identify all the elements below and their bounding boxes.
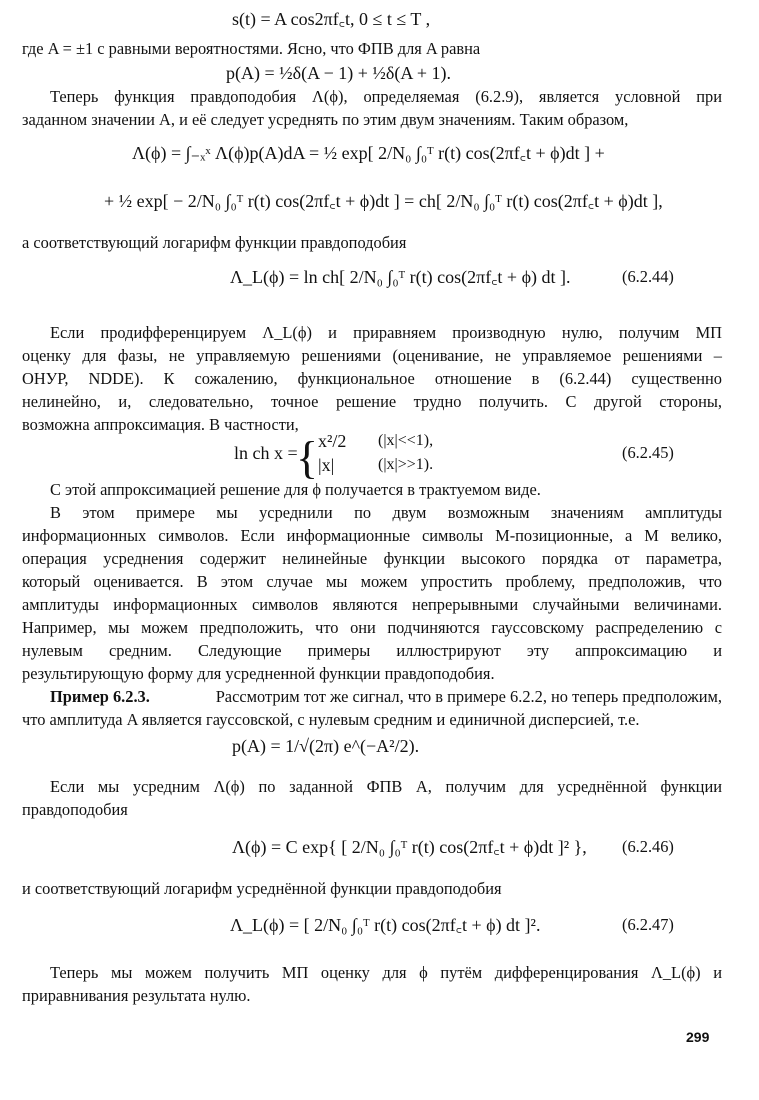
paragraph-likelihood-line-2: заданном значении A, и её следует усреднять по этим двум значениям. Таким образом,	[22, 110, 629, 129]
paragraph-ndde-line-2: оценку для фазы, не управляемую решениями (оценивание, не управляемое решениями –	[22, 346, 722, 365]
paragraph-example-line-7: нулевым средним. Следующие примеры иллюстрируют эту аппроксимацию и	[22, 641, 722, 660]
formula-average-likelihood-1: Λ(ϕ) = ∫₋ₓˣ Λ(ϕ)p(A)dA = ½ exp[ 2/N₀ ∫₀ᵀ r(t) cos(2πf꜀t + ϕ)dt ] +	[132, 143, 605, 163]
paragraph-ndde-line-4: нелинейно, и, следовательно, точное решение трудно получить. С другой стороны,	[22, 392, 722, 411]
formula-signal: s(t) = A cos2πf꜀t, 0 ≤ t ≤ T ,	[232, 9, 431, 29]
paragraph-ml-estimate-line-2: приравнивания результата нулю.	[22, 986, 251, 1005]
formula-6-2-45-lhs: ln ch x =	[234, 443, 298, 463]
equation-number-6-2-44: (6.2.44)	[622, 267, 674, 286]
formula-average-likelihood-2: + ½ exp[ − 2/N₀ ∫₀ᵀ r(t) cos(2πf꜀t + ϕ)dt ] = ch[ 2/N₀ ∫₀ᵀ r(t) cos(2πf꜀t + ϕ)dt ],	[104, 191, 663, 211]
equation-number-6-2-47: (6.2.47)	[622, 915, 674, 934]
paragraph-likelihood-line-1: Теперь функция правдоподобия Λ(ϕ), определяемая (6.2.9), является условной при	[50, 87, 722, 106]
example-6-2-3-text-1: Рассмотрим тот же сигнал, что в примере 6.2.2, но теперь предположим,	[215, 687, 722, 706]
page-number: 299	[686, 1029, 710, 1045]
paragraph-example-line-1: В этом примере мы усреднили по двум возможным значениям амплитуды	[50, 503, 722, 522]
paragraph-example-line-4: который оценивается. В этом случае мы можем упростить проблему, предположив, что	[22, 572, 722, 591]
paragraph-example-line-5: амплитуды информационных символов являются непрерывными случайными величинами.	[22, 595, 722, 614]
paragraph-pdf-intro: где A = ±1 с равными вероятностями. Ясно, что ФПВ для A равна	[22, 39, 481, 58]
formula-6-2-45-case-1: x²/2	[318, 431, 347, 451]
example-6-2-3-line-1	[50, 686, 722, 708]
formula-6-2-45-case-2: |x|	[318, 455, 335, 475]
paragraph-ndde-line-1: Если продифференцируем Λ_L(ϕ) и приравняем производную нулю, получим МП	[50, 323, 722, 342]
paragraph-ndde-line-5: возможна аппроксимация. В частности,	[22, 415, 299, 434]
paragraph-example-line-3: операция усреднения содержит нелинейные функции высокого порядка от параметра,	[22, 549, 722, 568]
paragraph-example-line-6: Например, мы можем предположить, что они подчиняются гауссовскому распределению с	[22, 618, 722, 637]
paragraph-approximation: С этой аппроксимацией решение для ϕ получается в трактуемом виде.	[50, 480, 541, 499]
equation-number-6-2-45: (6.2.45)	[622, 443, 674, 462]
formula-6-2-44: Λ_L(ϕ) = ln ch[ 2/N₀ ∫₀ᵀ r(t) cos(2πf꜀t + ϕ) dt ].	[230, 267, 571, 287]
formula-pdf-A: p(A) = ½δ(A − 1) + ½δ(A + 1).	[226, 63, 452, 83]
formula-6-2-47: Λ_L(ϕ) = [ 2/N₀ ∫₀ᵀ r(t) cos(2πf꜀t + ϕ) dt ]².	[230, 915, 541, 935]
paragraph-gaussian-avg-line-2: правдоподобия	[22, 800, 128, 819]
formula-6-2-46: Λ(ϕ) = C exp{ [ 2/N₀ ∫₀ᵀ r(t) cos(2πf꜀t + ϕ)dt ]² },	[232, 837, 587, 857]
paragraph-ml-estimate-line-1: Теперь мы можем получить МП оценку для ϕ путём дифференцирования Λ_L(ϕ) и	[50, 963, 722, 982]
paragraph-gaussian-avg-line-1: Если мы усредним Λ(ϕ) по заданной ФПВ A, получим для усреднённой функции	[50, 777, 722, 796]
example-6-2-3-line-2: что амплитуда A является гауссовской, с нулевым средним и единичной дисперсией, т.е.	[22, 710, 640, 729]
paragraph-avg-log-likelihood: и соответствующий логарифм усреднённой функции правдоподобия	[22, 879, 502, 898]
paragraph-example-line-8: результирующую форму для усредненной функции правдоподобия.	[22, 664, 495, 683]
equation-number-6-2-46: (6.2.46)	[622, 837, 674, 856]
paragraph-example-line-2: информационных символов. Если информационные символы M-позиционные, а M велико,	[22, 526, 722, 545]
formula-6-2-45-cond-2: (|x|>>1).	[378, 456, 434, 473]
formula-6-2-45-cond-1: (|x|<<1),	[378, 432, 434, 449]
formula-gaussian-pdf: p(A) = 1/√(2π) e^(−A²/2).	[232, 736, 420, 756]
example-label: Пример 6.2.3.	[50, 687, 150, 706]
paragraph-ndde-line-3: ОНУР, NDDE). К сожалению, функциональное отношение в (6.2.44) существенно	[22, 369, 722, 388]
paragraph-log-likelihood: а соответствующий логарифм функции правдоподобия	[22, 233, 407, 252]
cases-brace: {	[296, 432, 319, 483]
